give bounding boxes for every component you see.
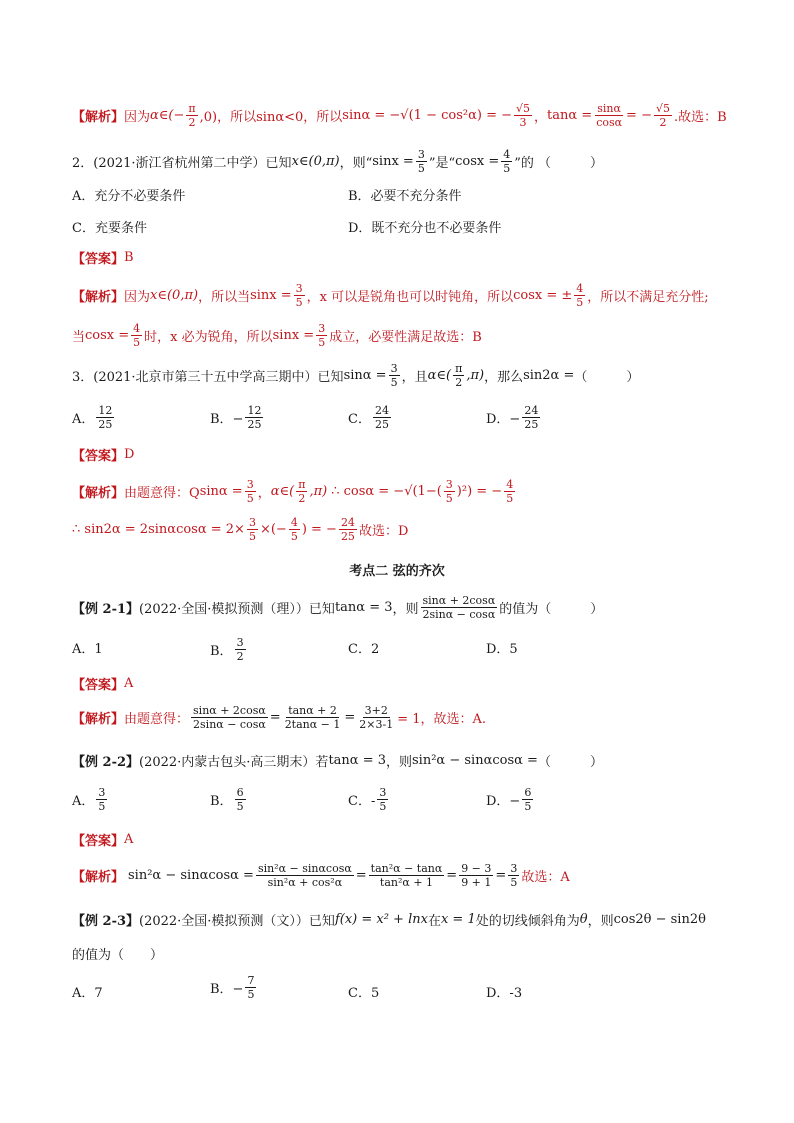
q2-explanation-line1: 【解析】 因为 x∈(0,π) ，所以当 sinx = $\frac{3}{5}$ ，x 可以是锐角也可以时钝角，所以 cosx = ± $\frac{4}{5}$ ，所以不满足充分性; bbox=[72, 282, 709, 309]
fraction: $\frac{\text{tan²α − tanα}}{\text{tan²α + 1}}$ bbox=[370, 862, 443, 889]
example-2-3-stem: 【例 2-3】 (2022·全国·模拟预测（文））已知 f(x) = x² + lnx 在 x = 1 处的切线倾斜角为 θ ，则 cos2θ − sin2θ bbox=[72, 912, 706, 929]
q2-answer: 【答案】 B bbox=[72, 250, 134, 267]
fraction: $\frac{√5}{2}$ bbox=[655, 102, 670, 129]
e22-option-a[interactable]: A． $\frac{3}{5}$ bbox=[72, 786, 106, 813]
q3-option-a[interactable]: A． $\frac{12}{25}$ bbox=[72, 404, 113, 431]
q2-option-b[interactable]: B．必要不充分条件 bbox=[348, 189, 462, 204]
e23-option-d[interactable]: D．-3 bbox=[486, 986, 523, 1001]
fraction: $\frac{6}{5}$ bbox=[524, 786, 532, 813]
q2-option-a[interactable]: A．充分不必要条件 bbox=[72, 189, 186, 204]
fraction: $\frac{3}{5}$ bbox=[246, 478, 254, 505]
q2-stem: 2．(2021·浙江省杭州第二中学）已知 x∈(0,π) ，则“ sinx = $\frac{3}{5}$ ”是“ cosx = $\frac{4}{5}$ ”的 （ ） bbox=[72, 148, 604, 175]
q3-explanation-line2: ∴ sin2α = 2sinαcosα = 2× $\frac{3}{5}$ ×(− $\frac{4}{5}$ ) = − $\frac{24}{25}$ 故选：D bbox=[72, 516, 409, 543]
q2-explanation-line2: 当 cosx = $\frac{4}{5}$ 时，x 必为锐角，所以 sinx = $\frac{3}{5}$ 成立，必要性满足故选：B bbox=[72, 322, 482, 349]
fraction: $\frac{\text{sin²α − sinαcosα}}{\text{sin²α + cos²α}}$ bbox=[257, 862, 352, 889]
fraction: $\frac{4}{5}$ bbox=[506, 478, 514, 505]
e21-option-d[interactable]: D．5 bbox=[486, 642, 518, 657]
example-2-2-stem: 【例 2-2】 (2022·内蒙古包头·高三期末）若 tanα = 3 ，则 sin²α − sinαcosα = （ ） bbox=[72, 753, 603, 770]
fraction: $\frac{\tan\alpha + 2}{2\tan\alpha - 1}$ bbox=[284, 704, 341, 731]
q2-option-c[interactable]: C．充要条件 bbox=[72, 221, 147, 236]
fraction: $\frac{\pi}{2}$ bbox=[298, 478, 306, 505]
e23-option-a[interactable]: A．7 bbox=[72, 986, 103, 1001]
q2-option-d[interactable]: D．既不充分也不必要条件 bbox=[348, 221, 502, 236]
q1-explanation: 【解析】 因为 α∈(− $\frac{\pi}{2}$ ,0)，所以 sinα<0，所以 sinα = −√(1 − cos²α) = − $\frac{√5}{3}$ ， tanα = $\frac{\sin\alpha}{\cos\alpha}$ = − $\frac{√5}{2}$ .故选：B bbox=[72, 102, 727, 129]
fraction: $\frac{3}{5}$ bbox=[379, 786, 387, 813]
fraction: $\frac{7}{5}$ bbox=[247, 974, 255, 1001]
e22-explanation: 【解析】 sin²α − sinαcosα = $\frac{\text{sin²α − sinαcosα}}{\text{sin²α + cos²α}}$ = $\frac{\text{tan²α − tanα}}{\text{tan²α + 1}}$ = $\frac{9 - 3}{9 + 1}$ = $\frac{3}{5}$ 故选：A bbox=[72, 862, 570, 889]
q3-explanation-line1: 【解析】 由题意得：Q sinα = $\frac{3}{5}$ ， α∈( $\frac{\pi}{2}$ ,π) ∴ cosα = −√(1−( $\frac{3}{5}$ )²) = − $\frac{4}{5}$ bbox=[72, 478, 514, 505]
fraction: $\frac{4}{5}$ bbox=[290, 516, 298, 543]
fraction: $\frac{\sin\alpha}{\cos\alpha}$ bbox=[596, 102, 623, 129]
e23-option-b[interactable]: B．− $\frac{7}{5}$ bbox=[210, 974, 255, 1001]
fraction: $\frac{3}{5}$ bbox=[417, 148, 425, 175]
e21-answer: 【答案】 A bbox=[72, 676, 134, 693]
fraction: $\frac{4}{5}$ bbox=[576, 282, 584, 309]
fraction: $\frac{6}{5}$ bbox=[236, 786, 244, 813]
fraction: $\frac{\sin\alpha + 2\cos\alpha}{2\sin\alpha - \cos\alpha}$ bbox=[422, 594, 496, 621]
fraction: $\frac{3}{5}$ bbox=[390, 362, 398, 389]
e22-option-c[interactable]: C．- $\frac{3}{5}$ bbox=[348, 786, 387, 813]
q3-option-d[interactable]: D．− $\frac{24}{25}$ bbox=[486, 404, 539, 431]
fraction: $\frac{\pi}{2}$ bbox=[188, 102, 196, 129]
fraction: $\frac{3}{5}$ bbox=[248, 516, 256, 543]
e21-option-b[interactable]: B． $\frac{3}{2}$ bbox=[210, 636, 244, 663]
section-title: 考点二 弦的齐次 bbox=[349, 564, 445, 579]
fraction: $\frac{24}{25}$ bbox=[374, 404, 389, 431]
fraction: $\frac{3}{5}$ bbox=[445, 478, 453, 505]
fraction: $\frac{24}{25}$ bbox=[524, 404, 539, 431]
e21-explanation: 【解析】 由题意得： $\frac{\sin\alpha + 2\cos\alpha}{2\sin\alpha - \cos\alpha}$ = $\frac{\tan\alpha + 2}{2\tan\alpha - 1}$ = $\frac{3+2}{2\times 3-1}$ = 1，故选：A. bbox=[72, 704, 487, 731]
fraction: $\frac{3}{5}$ bbox=[318, 322, 326, 349]
fraction: $\frac{4}{5}$ bbox=[503, 148, 511, 175]
fraction: $\frac{12}{25}$ bbox=[98, 404, 113, 431]
fraction: $\frac{4}{5}$ bbox=[133, 322, 141, 349]
example-2-1-stem: 【例 2-1】 (2022·全国·模拟预测（理））已知 tanα = 3 ，则 $\frac{\sin\alpha + 2\cos\alpha}{2\sin\alpha - \cos\alpha}$ 的值为（ ） bbox=[72, 594, 604, 621]
fraction: $\frac{\pi}{2}$ bbox=[455, 362, 463, 389]
fraction: $\frac{9 - 3}{9 + 1}$ bbox=[461, 862, 492, 889]
example-2-3-stem-line2: 的值为（ ） bbox=[72, 948, 164, 963]
e21-option-c[interactable]: C．2 bbox=[348, 642, 380, 657]
e23-option-c[interactable]: C．5 bbox=[348, 986, 380, 1001]
e22-option-d[interactable]: D．− $\frac{6}{5}$ bbox=[486, 786, 532, 813]
fraction: $\frac{√5}{3}$ bbox=[516, 102, 531, 129]
fraction: $\frac{3}{5}$ bbox=[510, 862, 518, 889]
q3-answer: 【答案】 D bbox=[72, 447, 135, 464]
e22-answer: 【答案】 A bbox=[72, 832, 134, 849]
fraction: $\frac{3}{2}$ bbox=[236, 636, 244, 663]
fraction: $\frac{\sin\alpha + 2\cos\alpha}{2\sin\alpha - \cos\alpha}$ bbox=[193, 704, 266, 731]
fraction: $\frac{3+2}{2\times 3-1}$ bbox=[359, 704, 394, 731]
fraction: $\frac{24}{25}$ bbox=[340, 516, 355, 543]
fraction: $\frac{3}{5}$ bbox=[295, 282, 303, 309]
e22-option-b[interactable]: B． $\frac{6}{5}$ bbox=[210, 786, 244, 813]
explanation-tag: 【解析】 bbox=[72, 110, 125, 125]
fraction: $\frac{12}{25}$ bbox=[247, 404, 262, 431]
fraction: $\frac{3}{5}$ bbox=[98, 786, 106, 813]
q3-option-b[interactable]: B．− $\frac{12}{25}$ bbox=[210, 404, 262, 431]
q3-option-c[interactable]: C． $\frac{24}{25}$ bbox=[348, 404, 389, 431]
e21-option-a[interactable]: A．1 bbox=[72, 642, 103, 657]
q3-stem: 3．(2021·北京市第三十五中学高三期中）已知 sinα = $\frac{3}{5}$ ，且 α∈( $\frac{\pi}{2}$ ,π) ，那么 sin2α = （ ） bbox=[72, 362, 640, 389]
